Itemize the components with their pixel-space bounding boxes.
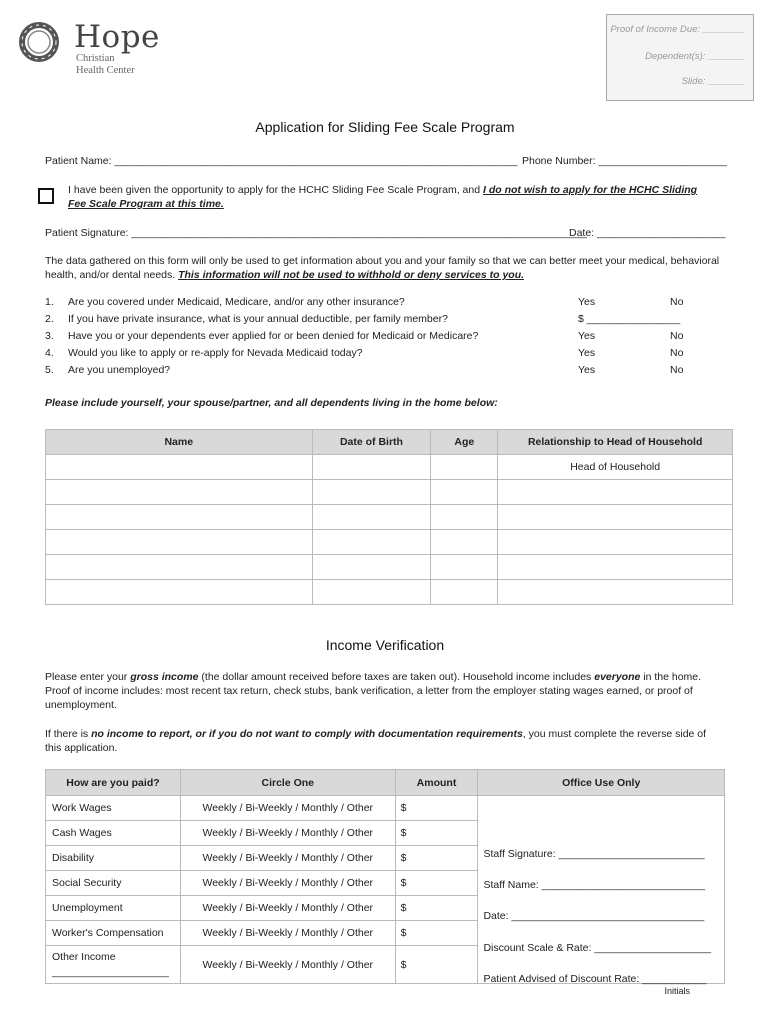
relationship-cell[interactable] <box>498 580 733 605</box>
col-how-paid: How are you paid? <box>46 770 181 796</box>
col-dob: Date of Birth <box>312 430 431 455</box>
amount-field[interactable]: $ <box>395 871 478 896</box>
income-source: Unemployment <box>46 896 181 921</box>
office-proof-box <box>606 14 754 101</box>
name-cell[interactable] <box>46 455 313 480</box>
income-table <box>45 769 725 996</box>
amount-field[interactable]: $ <box>395 896 478 921</box>
office-use-panel <box>478 796 725 996</box>
amount-field[interactable]: $ <box>395 821 478 846</box>
income-source: Worker's Compensation <box>46 921 181 946</box>
amount-field[interactable]: $ <box>395 796 478 821</box>
amount-field[interactable]: $ <box>395 846 478 871</box>
dob-cell[interactable] <box>312 480 431 505</box>
age-cell[interactable] <box>431 480 498 505</box>
answer-no[interactable]: No <box>670 296 684 308</box>
answer-no[interactable]: No <box>670 347 684 359</box>
signature-date-field[interactable]: Date: ______________________ <box>569 227 726 239</box>
income-source: Cash Wages <box>46 821 181 846</box>
frequency-options[interactable]: Weekly / Bi-Weekly / Monthly / Other <box>180 821 395 846</box>
frequency-options[interactable]: Weekly / Bi-Weekly / Monthly / Other <box>180 896 395 921</box>
deductible-field[interactable]: $ ________________ <box>578 313 681 325</box>
relationship-cell[interactable] <box>498 505 733 530</box>
age-cell[interactable] <box>431 505 498 530</box>
table-row <box>46 580 733 605</box>
frequency-options[interactable]: Weekly / Bi-Weekly / Monthly / Other <box>180 921 395 946</box>
optout-statement: I have been given the opportunity to apply for the HCHC Sliding Fee Scale Program, and I do not wish to apply for the HCHC Sliding Fee Scale Program at this time. <box>68 184 698 210</box>
hope-logo-mark <box>17 20 61 64</box>
income-section-title: Income Verification <box>325 637 445 653</box>
relationship-cell[interactable] <box>498 555 733 580</box>
slide-field[interactable]: Slide: _______ <box>681 76 745 87</box>
household-instruction: Please include yourself, your spouse/partner, and all dependents living in the home below: <box>45 397 498 409</box>
dob-cell[interactable] <box>312 555 431 580</box>
proof-income-due-field[interactable]: Proof of Income Due: ________ <box>610 24 745 35</box>
answer-no[interactable]: No <box>670 330 684 342</box>
table-row <box>46 796 725 821</box>
no-income-notice: If there is no income to report, or if you do not want to comply with documentation requirements, you must complete the reverse side of this application. <box>45 728 707 754</box>
income-source: Disability <box>46 846 181 871</box>
col-circle-one: Circle One <box>180 770 395 796</box>
data-usage-notice: The data gathered on this form will only be used to get information about you and your family so that we can better meet your medical, behavioral health, and/or dental needs. This information will not be used to withhold or deny services to you. <box>45 255 720 281</box>
other-income-line: ____________________ <box>52 965 169 978</box>
logo-subtitle: Christian Health Center <box>76 53 135 76</box>
dob-cell[interactable] <box>312 580 431 605</box>
frequency-options[interactable]: Weekly / Bi-Weekly / Monthly / Other <box>180 846 395 871</box>
answer-yes[interactable]: Yes <box>578 330 596 342</box>
answer-yes[interactable]: Yes <box>578 296 596 308</box>
table-row <box>46 505 733 530</box>
patient-advised-field[interactable]: Patient Advised of Discount Rate: ___________ <box>483 973 707 985</box>
income-instructions: Please enter your gross income (the dollar amount received before taxes are taken out). Household income includes everyone in the home. Proof of income includes: most recent tax return, check stubs, bank verification, a letter from the employer stating wages earned, or proof of unemployment. <box>45 671 702 711</box>
col-amount: Amount <box>395 770 478 796</box>
name-cell[interactable] <box>46 580 313 605</box>
col-name: Name <box>46 430 313 455</box>
income-source: Social Security <box>46 871 181 896</box>
income-source: Work Wages <box>46 796 181 821</box>
answer-yes[interactable]: Yes <box>578 347 596 359</box>
optout-checkbox[interactable] <box>38 188 54 204</box>
household-table <box>45 429 733 605</box>
office-date-field[interactable]: Date: _________________________________ <box>483 910 705 922</box>
relationship-cell: Head of Household <box>498 455 733 480</box>
frequency-options[interactable]: Weekly / Bi-Weekly / Monthly / Other <box>180 796 395 821</box>
col-office-use: Office Use Only <box>478 770 725 796</box>
patient-signature-field[interactable]: Patient Signature: ______________________________________________________________________________ <box>45 227 587 239</box>
dob-cell[interactable] <box>312 530 431 555</box>
patient-name-field[interactable]: Patient Name: _____________________________________________________________________ <box>45 155 518 167</box>
staff-name-field[interactable]: Staff Name: ____________________________ <box>483 879 706 891</box>
question-row: 3. Have you or your dependents ever applied for or been denied for Medicaid or Medicare? Yes No <box>45 330 684 342</box>
staff-signature-field[interactable]: Staff Signature: _________________________ <box>483 848 705 860</box>
dob-cell[interactable] <box>312 455 431 480</box>
question-row: 5. Are you unemployed? Yes No <box>45 364 684 376</box>
col-age: Age <box>431 430 498 455</box>
amount-field[interactable]: $ <box>395 946 478 984</box>
table-row <box>46 530 733 555</box>
col-relationship: Relationship to Head of Household <box>498 430 733 455</box>
table-row <box>46 455 733 480</box>
table-row <box>46 555 733 580</box>
age-cell[interactable] <box>431 555 498 580</box>
name-cell[interactable] <box>46 505 313 530</box>
income-header-row <box>46 770 725 796</box>
form-title: Application for Sliding Fee Scale Program <box>255 119 515 135</box>
question-row: 1. Are you covered under Medicaid, Medicare, and/or any other insurance? Yes No <box>45 296 684 308</box>
question-row: 2. If you have private insurance, what is your annual deductible, per family member? $ ________________ <box>45 313 681 325</box>
phone-number-field[interactable]: Phone Number: ______________________ <box>522 155 727 167</box>
name-cell[interactable] <box>46 530 313 555</box>
initials-label: Initials <box>664 986 690 996</box>
table-row <box>46 480 733 505</box>
name-cell[interactable] <box>46 480 313 505</box>
age-cell[interactable] <box>431 455 498 480</box>
dob-cell[interactable] <box>312 505 431 530</box>
dependents-field[interactable]: Dependent(s): _______ <box>645 51 745 62</box>
relationship-cell[interactable] <box>498 480 733 505</box>
answer-no[interactable]: No <box>670 364 684 376</box>
question-row: 4. Would you like to apply or re-apply for Nevada Medicaid today? Yes No <box>45 347 684 359</box>
frequency-options[interactable]: Weekly / Bi-Weekly / Monthly / Other <box>180 871 395 896</box>
age-cell[interactable] <box>431 580 498 605</box>
age-cell[interactable] <box>431 530 498 555</box>
name-cell[interactable] <box>46 555 313 580</box>
household-header-row <box>46 430 733 455</box>
frequency-options[interactable]: Weekly / Bi-Weekly / Monthly / Other <box>180 946 395 984</box>
amount-field[interactable]: $ <box>395 921 478 946</box>
logo-wordmark: Hope <box>74 19 160 55</box>
answer-yes[interactable]: Yes <box>578 364 596 376</box>
discount-scale-field[interactable]: Discount Scale & Rate: ____________________ <box>483 942 712 954</box>
relationship-cell[interactable] <box>498 530 733 555</box>
income-source-other[interactable]: Other Income ____________________ <box>46 946 181 984</box>
